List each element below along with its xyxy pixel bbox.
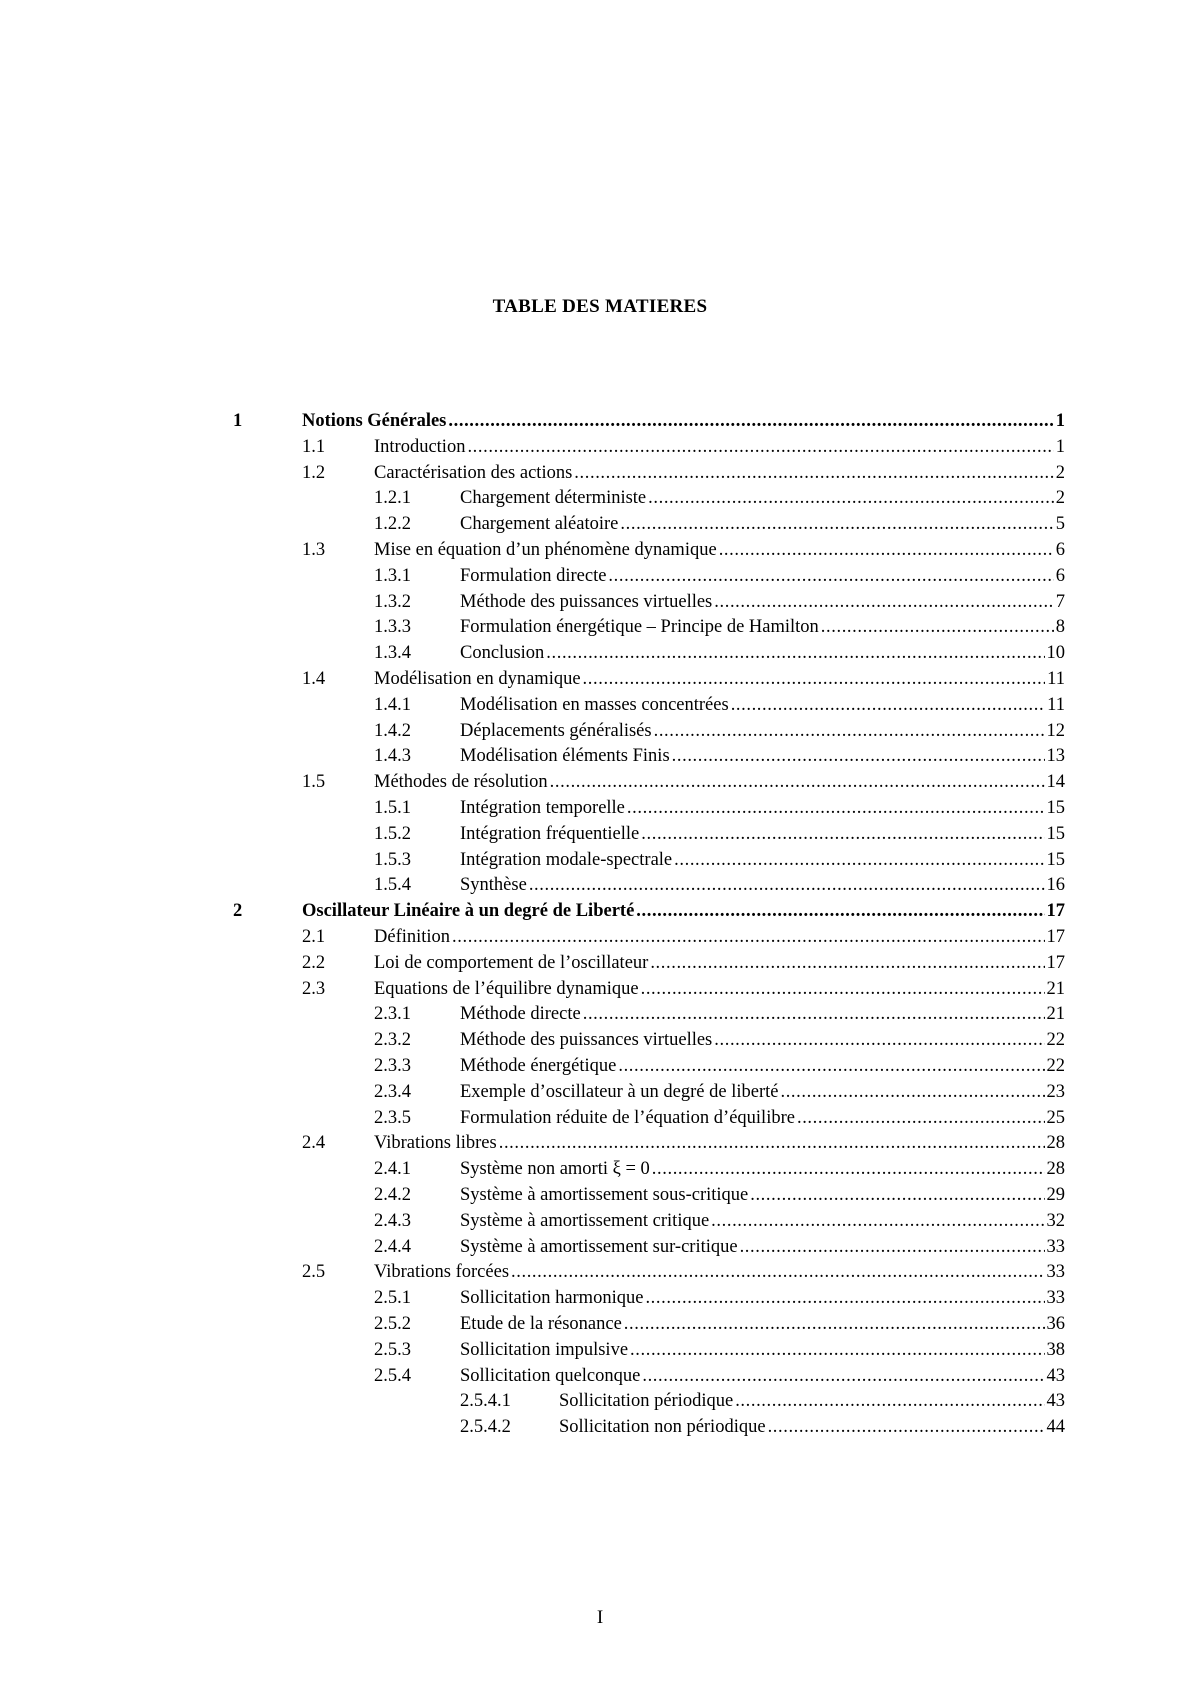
toc-entry-title: Intégration temporelle	[460, 798, 625, 818]
toc-entry-page: 17	[1046, 927, 1065, 947]
toc-entry-page: 17	[1046, 901, 1065, 922]
toc-entry-number: 2.5.3	[374, 1339, 411, 1360]
toc-leader-dots	[750, 1184, 1044, 1206]
toc-leader-dots	[674, 849, 1044, 871]
toc-entry[interactable]	[302, 1257, 1065, 1283]
toc-entry-title: Chargement déterministe	[460, 488, 647, 509]
toc-leader-dots	[624, 1313, 1045, 1335]
toc-entry[interactable]	[302, 458, 1065, 484]
toc-entry-number: 2.3.3	[374, 1056, 411, 1076]
toc-entry[interactable]	[374, 1335, 1065, 1361]
toc-leader-dots	[768, 1416, 1045, 1438]
toc-entry-number: 2.1	[302, 927, 326, 947]
toc-entry-title: Sollicitation quelconque	[460, 1365, 641, 1386]
toc-leader-dots	[714, 591, 1053, 613]
toc-entry[interactable]	[233, 406, 1065, 432]
toc-entry-page: 33	[1046, 1236, 1065, 1257]
toc-leader-dots	[719, 539, 1054, 561]
toc-entry-page: 22	[1046, 1056, 1065, 1076]
toc-entry[interactable]	[374, 819, 1065, 845]
toc-entry-title: Etude de la résonance	[460, 1314, 622, 1334]
toc-leader-dots	[636, 900, 1044, 922]
toc-entry-page: 7	[1055, 591, 1065, 612]
toc-entry-number: 1.5.4	[374, 875, 411, 896]
toc-entry[interactable]	[374, 1361, 1065, 1387]
page-title: TABLE DES MATIERES	[492, 296, 708, 317]
toc-entry-title: Intégration fréquentielle	[460, 823, 640, 844]
toc-leader-dots	[740, 1236, 1045, 1258]
toc-entry-number: 1.2.2	[374, 514, 411, 535]
toc-entry-number: 1.2.1	[374, 488, 411, 509]
toc-entry-title: Formulation directe	[460, 565, 607, 586]
toc-leader-dots	[642, 1365, 1044, 1387]
toc-leader-dots	[627, 797, 1045, 819]
toc-entry-title: Méthode directe	[460, 1004, 581, 1025]
toc-leader-dots	[654, 720, 1045, 742]
toc-entry-number: 1.4.3	[374, 746, 411, 767]
toc-entry[interactable]	[374, 1206, 1065, 1232]
toc-entry-title: Système à amortissement sous-critique	[460, 1185, 749, 1205]
toc-entry[interactable]	[374, 716, 1065, 742]
toc-entry-page: 12	[1046, 720, 1065, 741]
toc-entry-page: 1	[1055, 436, 1065, 457]
toc-entry-title: Méthode des puissances virtuelles	[460, 1030, 713, 1051]
toc-entry-page: 25	[1046, 1107, 1065, 1128]
toc-entry-number: 2.4.3	[374, 1210, 411, 1231]
toc-entry-page: 23	[1046, 1081, 1065, 1102]
toc-entry[interactable]	[374, 1103, 1065, 1129]
toc-entry-title: Système non amorti ξ = 0	[460, 1159, 650, 1180]
toc-entry-page: 32	[1046, 1210, 1065, 1231]
toc-entry[interactable]	[302, 974, 1065, 1000]
toc-entry-page: 6	[1055, 540, 1065, 560]
toc-entry-number: 2.3	[302, 978, 326, 999]
toc-entry-page: 17	[1046, 952, 1065, 973]
toc-entry-title: Oscillateur Linéaire à un degré de Liberté	[302, 901, 635, 922]
toc-leader-dots	[618, 1055, 1044, 1077]
toc-entry-page: 28	[1046, 1133, 1065, 1154]
toc-entry[interactable]	[302, 1128, 1065, 1154]
toc-entry-page: 1	[1055, 411, 1065, 431]
toc-entry-page: 22	[1046, 1030, 1065, 1051]
toc-entry-number: 1.3.1	[374, 565, 411, 586]
toc-leader-dots	[452, 926, 1044, 948]
toc-entry[interactable]	[374, 561, 1065, 587]
toc-entry-title: Synthèse	[460, 875, 527, 896]
toc-leader-dots	[630, 1339, 1044, 1361]
toc-entry-page: 2	[1055, 462, 1065, 483]
toc-entry-page: 8	[1055, 617, 1065, 638]
toc-entry-title: Introduction	[374, 436, 466, 457]
toc-leader-dots	[797, 1107, 1045, 1129]
toc-entry[interactable]	[302, 767, 1065, 793]
toc-entry-page: 16	[1046, 875, 1065, 896]
toc-leader-dots	[641, 978, 1045, 1000]
toc-leader-dots	[583, 668, 1046, 690]
toc-entry[interactable]	[460, 1412, 1065, 1438]
toc-entry-number: 1.4.1	[374, 694, 411, 715]
toc-entry-title: Caractérisation des actions	[374, 462, 573, 483]
toc-leader-dots	[550, 771, 1045, 793]
toc-entry-title: Notions Générales	[302, 411, 447, 431]
toc-entry-number: 2.5.4	[374, 1365, 411, 1386]
toc-leader-dots	[711, 1210, 1044, 1232]
toc-leader-dots	[448, 410, 1053, 432]
toc-entry[interactable]	[374, 587, 1065, 613]
toc-entry-title: Vibrations libres	[374, 1133, 497, 1154]
toc-entry-number: 1.5.1	[374, 798, 411, 818]
toc-entry-title: Loi de comportement de l’oscillateur	[374, 952, 649, 973]
toc-entry[interactable]	[374, 1154, 1065, 1180]
toc-leader-dots	[574, 462, 1053, 484]
toc-entry-number: 2.5.1	[374, 1288, 411, 1309]
toc-entry-page: 15	[1046, 823, 1065, 844]
toc-entry-page: 33	[1046, 1288, 1065, 1309]
toc-entry-title: Méthode énergétique	[460, 1056, 617, 1076]
toc-entry[interactable]	[374, 845, 1065, 871]
toc-entry[interactable]	[374, 509, 1065, 535]
toc-leader-dots	[650, 952, 1044, 974]
toc-entry-title: Formulation réduite de l’équation d’équilibre	[460, 1107, 795, 1128]
toc-entry-title: Sollicitation périodique	[559, 1391, 734, 1412]
toc-entry[interactable]	[233, 896, 1065, 922]
toc-entry-page: 43	[1046, 1391, 1065, 1412]
toc-leader-dots	[645, 1287, 1044, 1309]
toc-entry-number: 1.5.3	[374, 849, 411, 870]
toc-leader-dots	[641, 823, 1044, 845]
toc-entry-title: Chargement aléatoire	[460, 514, 619, 535]
toc-entry-page: 38	[1046, 1339, 1065, 1360]
toc-entry-title: Système à amortissement critique	[460, 1210, 710, 1231]
toc-entry-number: 1.5.2	[374, 823, 411, 844]
toc-entry-page: 21	[1046, 1004, 1065, 1025]
toc-leader-dots	[583, 1003, 1045, 1025]
toc-leader-dots	[529, 874, 1045, 896]
toc-entry-number: 1.4	[302, 669, 326, 689]
toc-entry[interactable]	[374, 612, 1065, 638]
toc-entry-title: Mise en équation d’un phénomène dynamique	[374, 540, 717, 560]
toc-leader-dots	[780, 1081, 1044, 1103]
toc-entry-page: 6	[1055, 565, 1065, 586]
toc-entry-page: 14	[1046, 772, 1065, 793]
toc-entry-title: Méthode des puissances virtuelles	[460, 591, 713, 612]
toc-entry[interactable]	[374, 1232, 1065, 1258]
toc-leader-dots	[672, 745, 1045, 767]
toc-entry-page: 2	[1055, 488, 1065, 509]
toc-entry-title: Conclusion	[460, 643, 545, 664]
toc-entry[interactable]	[374, 1025, 1065, 1051]
toc-entry[interactable]	[302, 432, 1065, 458]
toc-entry-page: 44	[1046, 1417, 1065, 1438]
toc-entry[interactable]	[374, 1077, 1065, 1103]
toc-entry-title: Equations de l’équilibre dynamique	[374, 978, 639, 999]
toc-entry-page: 29	[1046, 1185, 1065, 1205]
toc-entry[interactable]	[460, 1386, 1065, 1412]
toc-entry-number: 2.5.4.2	[460, 1417, 511, 1438]
toc-entry-title: Modélisation en masses concentrées	[460, 694, 729, 715]
toc-entry[interactable]	[374, 870, 1065, 896]
toc-entry-page: 15	[1046, 849, 1065, 870]
toc-entry-page: 28	[1046, 1159, 1065, 1180]
toc-entry-page: 13	[1046, 746, 1065, 767]
toc-entry-title: Sollicitation non périodique	[559, 1417, 766, 1438]
toc-entry[interactable]	[374, 1283, 1065, 1309]
toc-leader-dots	[821, 616, 1054, 638]
toc-entry-number: 1.2	[302, 462, 326, 483]
toc-entry-number: 1.4.2	[374, 720, 411, 741]
toc-leader-dots	[735, 1390, 1044, 1412]
toc-entry[interactable]	[374, 483, 1065, 509]
toc-entry[interactable]	[374, 1309, 1065, 1335]
toc-entry-page: 5	[1055, 514, 1065, 535]
toc-entry-number: 2.4	[302, 1133, 326, 1154]
toc-entry-number: 1.3.3	[374, 617, 411, 638]
toc-entry-number: 2.4.2	[374, 1185, 411, 1205]
toc-entry-number: 1.3.4	[374, 643, 411, 664]
toc-entry-title: Méthodes de résolution	[374, 772, 548, 793]
toc-entry-title: Déplacements généralisés	[460, 720, 652, 741]
toc-entry-number: 2.3.4	[374, 1081, 411, 1102]
toc-entry-page: 33	[1046, 1262, 1065, 1283]
toc-entry-page: 43	[1046, 1365, 1065, 1386]
toc-entry-page: 21	[1046, 978, 1065, 999]
toc-entry[interactable]	[374, 793, 1065, 819]
toc-entry-number: 2.3.1	[374, 1004, 411, 1025]
toc-entry[interactable]	[302, 664, 1065, 690]
toc-entry-number: 1	[233, 411, 243, 431]
toc-leader-dots	[608, 565, 1053, 587]
toc-entry[interactable]	[374, 638, 1065, 664]
toc-entry-number: 2.5.2	[374, 1314, 411, 1334]
toc-leader-dots	[467, 436, 1053, 458]
toc-entry-number: 1.1	[302, 436, 326, 457]
toc-entry-page: 15	[1046, 798, 1065, 818]
toc-entry-number: 2.5.4.1	[460, 1391, 511, 1412]
toc-entry-number: 1.5	[302, 772, 326, 793]
toc-entry-title: Modélisation en dynamique	[374, 669, 581, 689]
toc-leader-dots	[511, 1261, 1044, 1283]
toc-entry-title: Intégration modale-spectrale	[460, 849, 673, 870]
toc-entry-number: 2.3.5	[374, 1107, 411, 1128]
toc-leader-dots	[714, 1029, 1044, 1051]
toc-entry[interactable]	[374, 1180, 1065, 1206]
toc-leader-dots	[620, 513, 1053, 535]
toc-entry-page: 11	[1047, 694, 1065, 715]
toc-entry[interactable]	[302, 948, 1065, 974]
toc-entry[interactable]	[374, 1051, 1065, 1077]
toc-entry-title: Modélisation éléments Finis	[460, 746, 670, 767]
toc-entry-title: Sollicitation impulsive	[460, 1339, 629, 1360]
toc-leader-dots	[731, 694, 1045, 716]
toc-leader-dots	[648, 487, 1054, 509]
page-number: I	[596, 1607, 604, 1628]
toc-entry-title: Vibrations forcées	[374, 1262, 510, 1283]
toc-entry-page: 11	[1047, 669, 1065, 689]
toc-entry-title: Sollicitation harmonique	[460, 1288, 644, 1309]
toc-entry-title: Définition	[374, 927, 451, 947]
toc-entry-number: 2.4.1	[374, 1159, 411, 1180]
toc-entry[interactable]	[374, 741, 1065, 767]
toc-entry[interactable]	[302, 535, 1065, 561]
toc-entry[interactable]	[374, 690, 1065, 716]
toc-entry-number: 2.4.4	[374, 1236, 411, 1257]
toc-entry-title: Formulation énergétique – Principe de Hamilton	[460, 617, 819, 638]
toc-entry-title: Système à amortissement sur-critique	[460, 1236, 738, 1257]
toc-entry-number: 2.2	[302, 952, 326, 973]
toc-entry-title: Exemple d’oscillateur à un degré de liberté	[460, 1081, 779, 1102]
toc-entry-number: 1.3	[302, 540, 326, 560]
toc-leader-dots	[652, 1158, 1045, 1180]
toc-entry[interactable]	[302, 922, 1065, 948]
toc-entry-number: 2.3.2	[374, 1030, 411, 1051]
toc-entry-number: 2	[233, 901, 243, 922]
toc-entry[interactable]	[374, 999, 1065, 1025]
toc-leader-dots	[546, 642, 1044, 664]
toc-entry-number: 1.3.2	[374, 591, 411, 612]
toc-entry-number: 2.5	[302, 1262, 326, 1283]
toc-entry-page: 36	[1046, 1314, 1065, 1334]
toc-entry-page: 10	[1046, 643, 1065, 664]
toc-leader-dots	[499, 1132, 1045, 1154]
